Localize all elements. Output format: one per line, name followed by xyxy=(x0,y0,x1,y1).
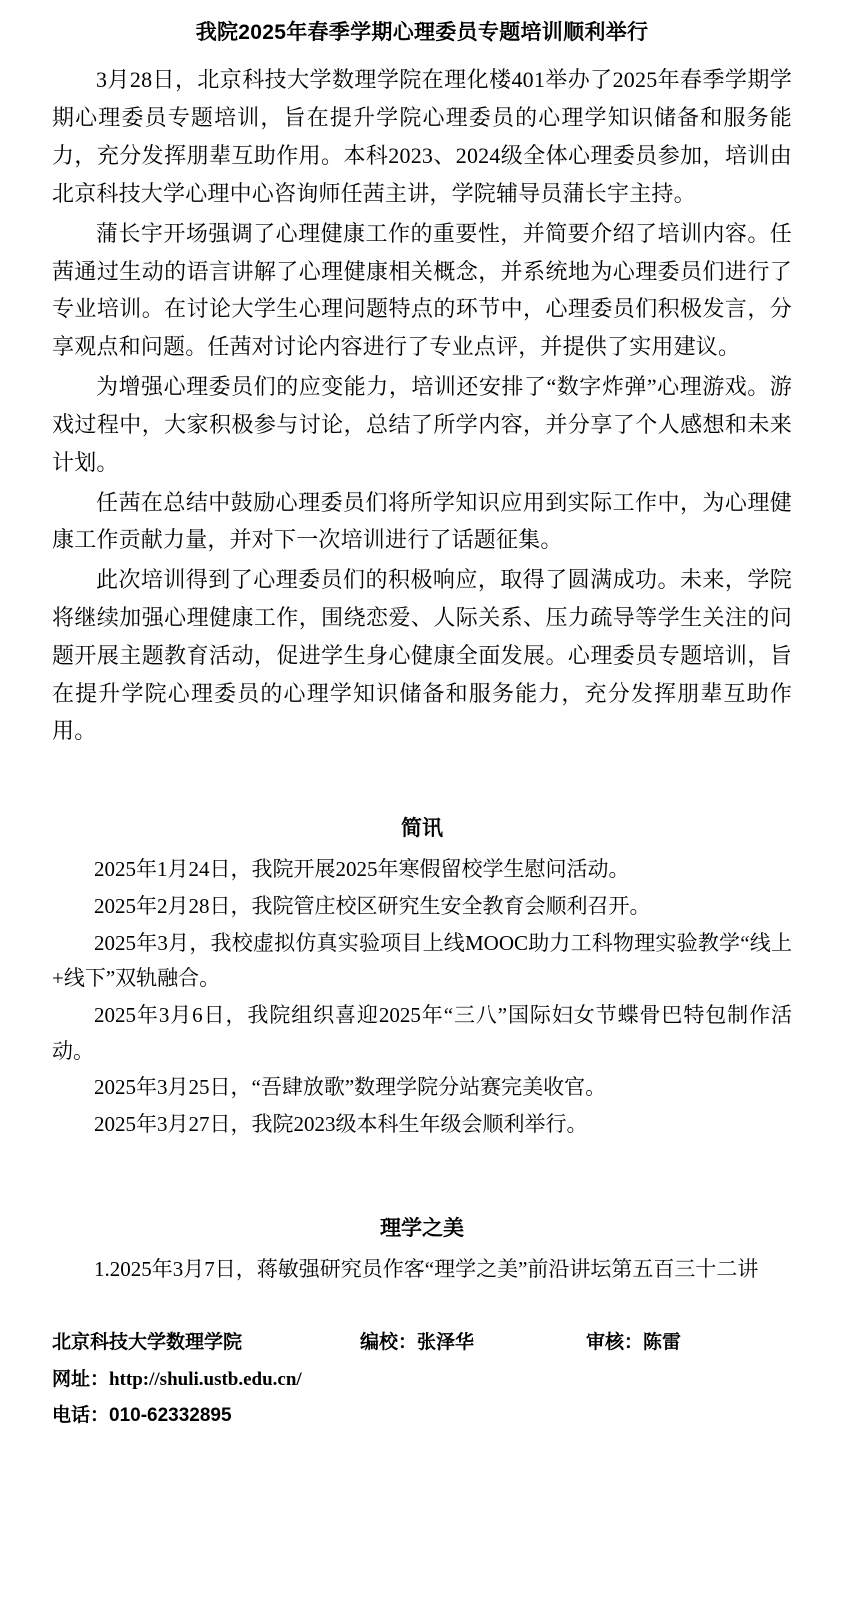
section-heading: 理学之美 xyxy=(380,1216,464,1240)
list-item: 2025年3月6日，我院组织喜迎2025年“三八”国际妇女节蝶骨巴特包制作活动。 xyxy=(52,1003,792,1063)
footer-phone: 电话：010-62332895 xyxy=(52,1405,232,1427)
document-footer xyxy=(52,1327,792,1427)
paragraph: 为增强心理委员们的应变能力，培训还安排了“数字炸弹”心理游戏。游戏过程中，大家积极参与讨论，总结了所学内容，并分享了个人感想和未来计划。 xyxy=(52,374,792,475)
list-item: 2025年2月28日，我院管庄校区研究生安全教育会顺利召开。 xyxy=(94,893,651,918)
page-title: 我院2025年春季学期心理委员专题培训顺利举行 xyxy=(195,21,649,44)
paragraph: 此次培训得到了心理委员们的积极响应，取得了圆满成功。未来，学院将继续加强心理健康工作，围绕恋爱、人际关系、压力疏导等学生关注的问题开展主题教育活动，促进学生身心健康全面发展。心理委员专题培训，旨在提升学院心理委员的心理学知识储备和服务能力，充分发挥朋辈互助作用。 xyxy=(52,567,792,744)
paragraph: 3月28日，北京科技大学数理学院在理化楼401举办了2025年春季学期学期心理委员专题培训，旨在提升学院心理委员的心理学知识储备和服务能力，充分发挥朋辈互助作用。本科2023、2024级全体心理委员参加，培训由北京科技大学心理中心咨询师任茜主讲，学院辅导员蒲长宇主持。 xyxy=(52,67,792,206)
footer-unit: 北京科技大学数理学院 xyxy=(52,1332,243,1354)
list-item: 2025年1月24日，我院开展2025年寒假留校学生慰问活动。 xyxy=(94,857,630,882)
article-body xyxy=(52,61,792,750)
section-heading: 简讯 xyxy=(401,817,443,841)
section-spacer xyxy=(52,752,792,778)
footer-website[interactable]: 网址：http://shuli.ustb.edu.cn/ xyxy=(52,1369,302,1391)
section-spacer xyxy=(52,1144,792,1178)
paragraph: 任茜在总结中鼓励心理委员们将所学知识应用到实际工作中，为心理健康工作贡献力量，并对下一次培训进行了话题征集。 xyxy=(52,489,792,553)
section-briefs xyxy=(52,812,792,1143)
list-item: 2025年3月27日，我院2023级本科生年级会顺利举行。 xyxy=(94,1112,588,1137)
list-item: 1.2025年3月7日，蒋敏强研究员作客“理学之美”前沿讲坛第五百三十二讲 xyxy=(94,1256,759,1281)
list-item: 2025年3月，我校虚拟仿真实验项目上线MOOC助力工科物理实验教学“线上+线下”双轨融合。 xyxy=(52,930,792,991)
paragraph: 蒲长宇开场强调了心理健康工作的重要性，并简要介绍了培训内容。任茜通过生动的语言讲解了心理健康相关概念，并系统地为心理委员们进行了专业培训。在讨论大学生心理问题特点的环节中，心理委员们积极发言，分享观点和问题。任茜对讨论内容进行了专业点评，并提供了实用建议。 xyxy=(52,220,792,360)
list-item: 2025年3月25日，“吾肆放歌”数理学院分站赛完美收官。 xyxy=(94,1075,607,1100)
footer-credits-row xyxy=(52,1327,792,1354)
footer-reviewer: 审核：陈雷 xyxy=(586,1332,682,1354)
section-science-beauty xyxy=(52,1212,792,1288)
footer-editor: 编校：张泽华 xyxy=(360,1332,475,1354)
